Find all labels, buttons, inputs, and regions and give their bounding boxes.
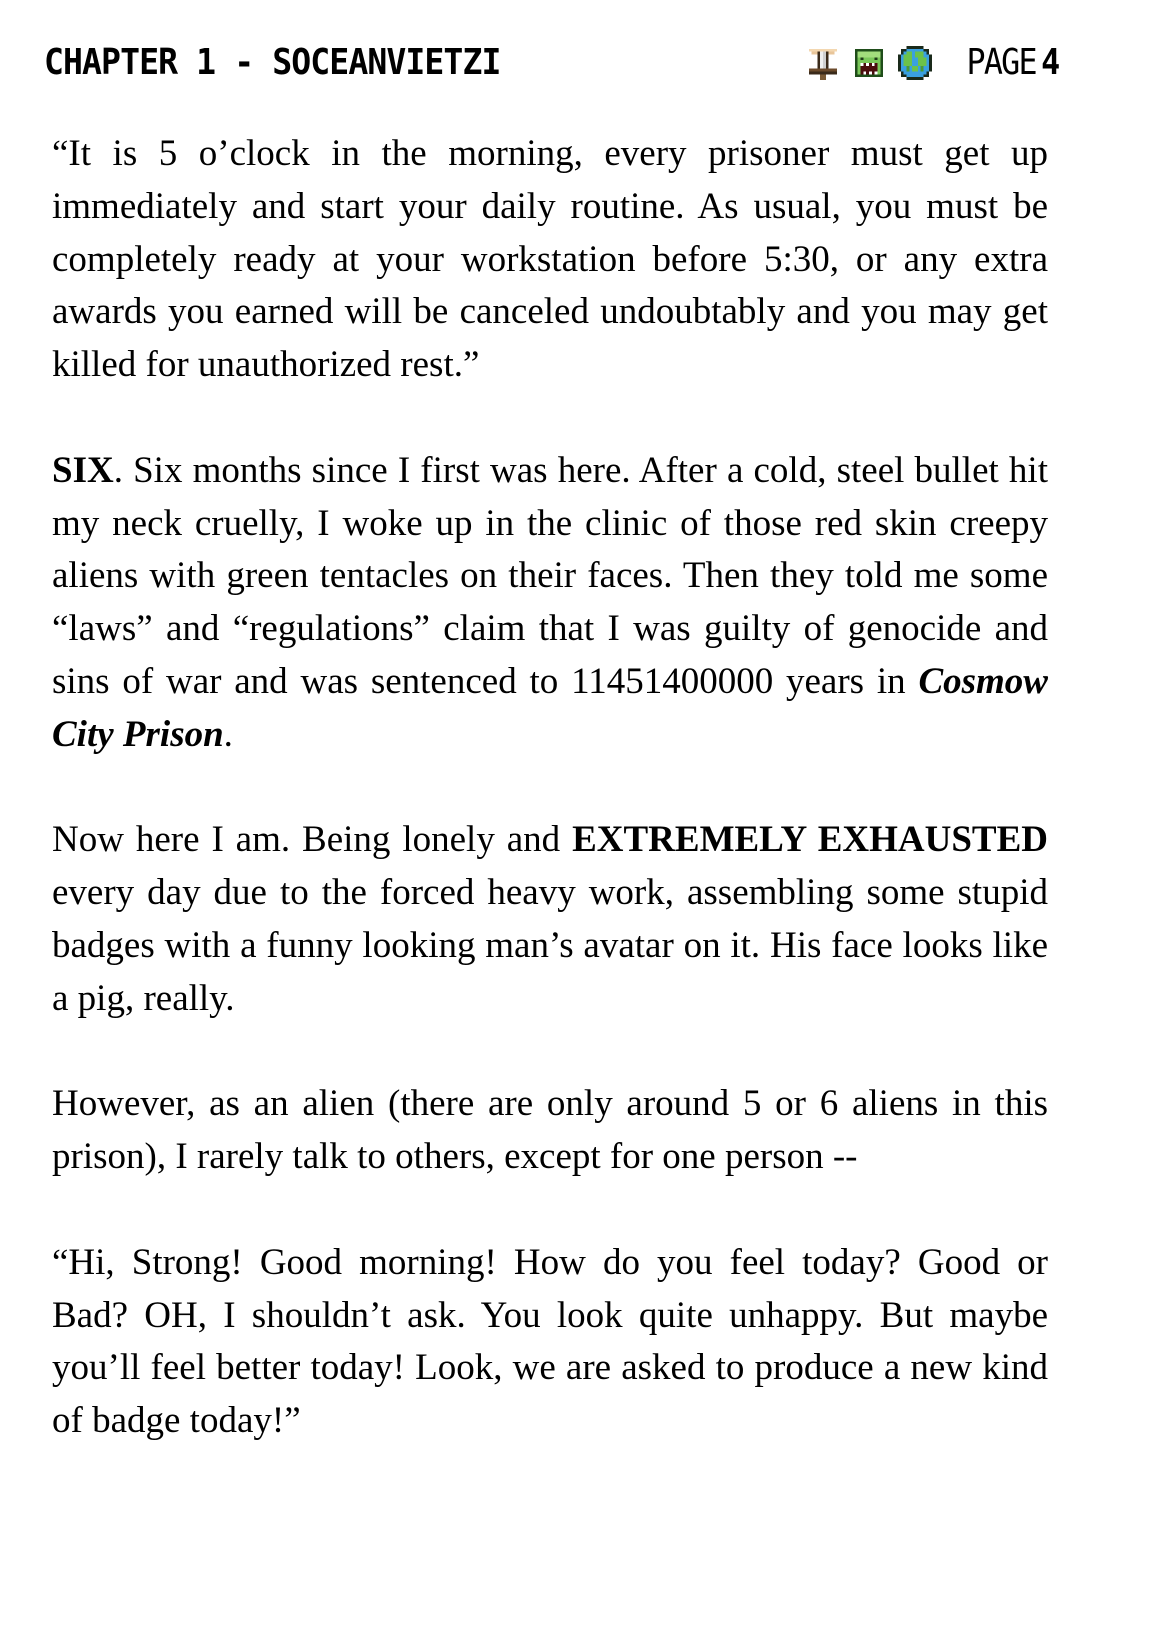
chapter-title: CHAPTER 1 - SOCEANVIETZI: [44, 42, 501, 83]
bold-lead: SIX: [52, 449, 114, 491]
page-number: 4: [1040, 42, 1058, 83]
green-monster-icon: [852, 46, 886, 80]
paragraph-announcement: [52, 128, 1048, 392]
paragraph-however: [52, 1078, 1048, 1184]
paragraph-text: “It is 5 o’clock in the morning, every prisoner must get up immediately and start your daily routine. As usual, you must be completely ready at your workstation before 5:30, or any extra awards you earned will be canceled undoubtably and you may get killed for unauthorized rest.”: [52, 133, 1048, 386]
paragraph-text: every day due to the forced heavy work, assembling some stupid badges with a funny looking man’s avatar on it. His face looks like a pig, really.: [52, 872, 1048, 1019]
page-indicator: [966, 40, 1058, 86]
earth-globe-icon: [898, 46, 932, 80]
paragraph-tail: .: [223, 713, 233, 755]
paragraph-greeting: [52, 1237, 1048, 1448]
paragraph-now-here: [52, 814, 1048, 1025]
bold-emphasis: EXTREMELY EXHAUSTED: [572, 819, 1048, 861]
story-body: [52, 128, 1048, 1448]
paragraph-text: “Hi, Strong! Good morning! How do you feel today? Good or Bad? OH, I shouldn’t ask. You look quite unhappy. But maybe you’ll feel better today! Look, we are asked to produce a new kind of badge today!”: [52, 1241, 1048, 1442]
sword-icon: [806, 46, 840, 80]
paragraph-lead: Now here I am. Being lonely and: [52, 819, 573, 861]
paragraph-text: However, as an alien (there are only around 5 or 6 aliens in this prison), I rarely talk to others, except for one person --: [52, 1083, 1048, 1178]
paragraph-six-months: [52, 445, 1048, 762]
header-right: [806, 40, 1058, 86]
prison-name: Cosmow City Prison: [52, 660, 1048, 755]
page-header: [44, 40, 1058, 86]
paragraph-text: . Six months since I first was here. After a cold, steel bullet hit my neck cruelly, I woke up in the clinic of those red skin creepy aliens with green tentacles on their faces. Then they told me some “laws” and “regulations” claim that I was guilty of genocide and sins of war and was sentenced to 11451400000 years in: [52, 449, 1048, 702]
page-label: PAGE: [966, 42, 1036, 83]
